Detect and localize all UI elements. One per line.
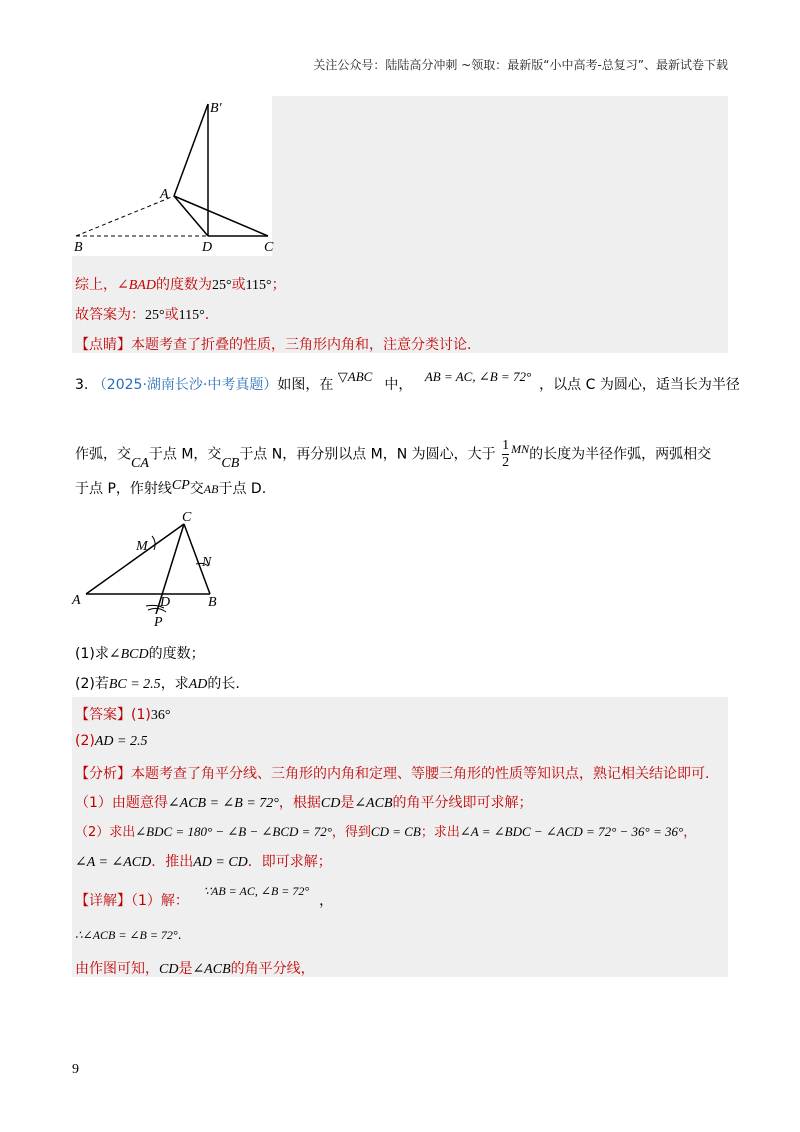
math: ▽ABC	[337, 369, 373, 384]
analysis-line	[75, 763, 709, 783]
analysis-tag: 【分析】	[75, 766, 131, 782]
text: 交	[189, 481, 204, 497]
text: 的长.	[207, 676, 240, 692]
text: 或	[231, 277, 246, 293]
analysis-text: 本题考查了角平分线、三角形的内角和定理、等腰三角形的性质等知识点，熟记相关结论即可.	[131, 766, 710, 782]
math: ∠BAD	[117, 278, 156, 293]
text: 故答案为：	[75, 307, 145, 323]
text: （1）解：	[131, 893, 189, 909]
analysis-step-2	[75, 821, 696, 840]
math: BC = 2.5	[108, 677, 161, 692]
analysis-step-1	[75, 792, 533, 812]
label-a: A	[72, 593, 81, 608]
math: 25°	[211, 278, 232, 293]
conclusion-line	[75, 274, 286, 294]
text: 由作图可知，	[75, 961, 159, 977]
text: 的长度为半径作弧，两弧相交	[529, 446, 712, 463]
math: 25°	[145, 308, 165, 323]
analysis-step-3	[75, 851, 332, 871]
label-m: M	[136, 539, 148, 554]
detail-line-2	[75, 928, 182, 943]
text: .	[177, 928, 182, 942]
label-c: C	[182, 510, 192, 525]
text: （1）由题意得	[75, 795, 168, 811]
math: CB	[221, 455, 240, 471]
math: ∴∠ACB = ∠B = 72°	[75, 928, 178, 942]
text: 作弧，交	[75, 446, 131, 463]
math: AB	[203, 482, 219, 496]
text: ．即可求解；	[247, 854, 332, 870]
math: ∠ACB	[192, 962, 231, 977]
math: 36°	[150, 708, 171, 723]
fraction	[502, 438, 509, 471]
text: 中，	[384, 377, 413, 393]
answer-line	[75, 304, 209, 324]
text: 的角平分线即可求解；	[392, 795, 533, 811]
denominator: 2	[502, 455, 510, 470]
label-b: B	[208, 595, 217, 610]
text: 是	[340, 795, 355, 811]
label-a: A	[160, 187, 169, 202]
text: 于点 N，再分别以点 M，N 为圆心，大于	[239, 446, 496, 463]
question-2	[75, 673, 240, 693]
question-1	[75, 643, 205, 663]
math: ∠BDC = 180° − ∠B − ∠BCD = 72°	[135, 824, 332, 839]
text: ；求出	[420, 825, 460, 840]
label-b-prime: B′	[210, 101, 222, 116]
text: (2)若	[75, 676, 109, 692]
label-c: C	[264, 240, 274, 255]
answer-1	[75, 704, 170, 724]
math: CD	[159, 962, 179, 977]
comment-text: 本题考查了折叠的性质，三角形内角和，注意分类讨论.	[131, 337, 472, 353]
text: (1)	[131, 707, 151, 723]
math: 115°	[245, 278, 272, 293]
text: 于点 D.	[218, 481, 267, 497]
text: 是	[178, 961, 193, 977]
text: ，以点 C 为圆心，适当长为半径	[539, 377, 740, 393]
label-d: D	[160, 595, 171, 610]
numerator: 1	[502, 438, 510, 453]
text: ，	[319, 893, 334, 909]
text: (1)求	[75, 646, 109, 662]
label-d: D	[202, 240, 213, 255]
text: ，	[683, 825, 697, 840]
math: CA	[131, 455, 149, 471]
math: 115°	[178, 308, 205, 323]
math: ∵AB = AC, ∠B = 72°	[203, 884, 310, 898]
answer-2	[75, 733, 147, 750]
text: 于点 M，交	[148, 446, 222, 463]
label-p: P	[154, 615, 163, 630]
text: 的角平分线，	[230, 961, 315, 977]
math: AD = 2.5	[94, 734, 148, 749]
triangle-construction-figure	[72, 510, 232, 630]
math: MN	[511, 441, 530, 456]
math: AD = CD	[193, 855, 248, 870]
text: （2）求出	[75, 825, 136, 840]
math: AB = AC, ∠B = 72°	[424, 369, 532, 384]
problem-line-3	[75, 478, 266, 498]
math: CP	[171, 478, 190, 493]
math: CD	[320, 796, 341, 811]
text: 或	[164, 307, 179, 323]
text: .	[204, 307, 210, 323]
math: ∠ACB	[354, 796, 393, 811]
fold-figure	[72, 96, 272, 256]
math: ∠A = ∠ACD	[75, 855, 152, 870]
comment-line	[75, 334, 471, 354]
text: 综上，	[75, 277, 117, 293]
comment-tag: 【点睛】	[75, 337, 131, 353]
problem-number: 3.	[75, 377, 89, 393]
text: ；	[271, 277, 286, 293]
text: 的度数；	[148, 646, 205, 662]
math: CD = CB	[370, 824, 421, 839]
text: ，得到	[331, 825, 371, 840]
detail-line-1	[75, 884, 334, 910]
text: 的度数为	[155, 277, 212, 293]
problem-line-2	[75, 438, 711, 471]
answer-tag: 【答案】	[75, 707, 131, 723]
page-number: 9	[72, 1062, 79, 1077]
text: ，根据	[278, 795, 321, 811]
text: 于点 P，作射线	[75, 481, 172, 497]
page-header: 关注公众号：陆陆高分冲刺 ~领取：最新版“小中高考-总复习”、最新试卷下载	[313, 58, 728, 72]
detail-tag: 【详解】	[75, 893, 131, 909]
math: ∠ACB = ∠B = 72°	[167, 796, 279, 811]
label-n: N	[202, 555, 212, 570]
label-b: B	[74, 240, 83, 255]
problem-line-1	[75, 369, 740, 394]
math: ∠BCD	[108, 647, 149, 662]
problem-source: （2025·湖南长沙·中考真题）	[92, 377, 278, 393]
text: (2)	[75, 733, 95, 749]
text: ．推出	[151, 854, 194, 870]
math: ∠A = ∠BDC − ∠ACD = 72° − 36° = 36°	[459, 824, 684, 839]
math: AD	[188, 677, 208, 692]
text: 如图，在	[277, 377, 334, 393]
text: ，求	[160, 676, 189, 692]
detail-line-3	[75, 958, 315, 978]
